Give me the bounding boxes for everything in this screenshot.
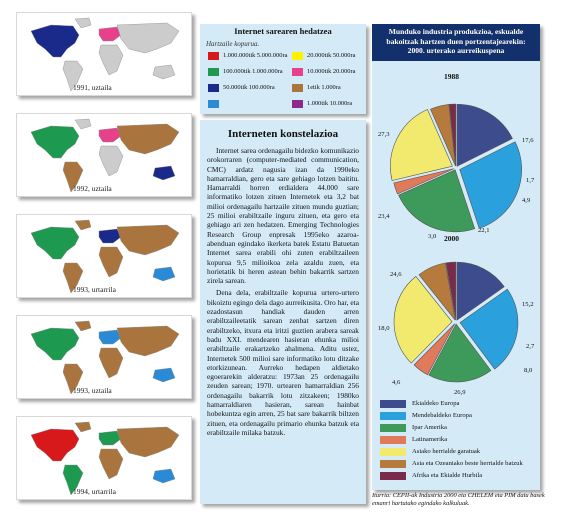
pie-chart-1988 bbox=[372, 82, 540, 242]
title-line: bakoitzak hartzen duen portzentajearekin: bbox=[386, 36, 526, 46]
pie-legend-swatch bbox=[380, 412, 406, 420]
pie-value-label: 18,0 bbox=[378, 325, 390, 332]
pie-legend-swatch bbox=[380, 400, 406, 408]
pie-value-label: 3,0 bbox=[428, 233, 437, 240]
pie-legend-label: Asiako herrialde garatuak bbox=[412, 447, 481, 455]
continent-shape bbox=[99, 431, 121, 445]
pie-value-label: 17,6 bbox=[522, 137, 534, 144]
continent-shape bbox=[99, 128, 121, 142]
pie-value-label: 26,9 bbox=[454, 389, 466, 396]
source-note: Iturria: CEPII-ak Industria 2000 eta CHELEM eta PIM datu basek emanri hartutako egindako kalkuluak. bbox=[372, 492, 545, 507]
legend-swatch bbox=[292, 100, 303, 108]
pie-legend-label: Ipar Amerika bbox=[412, 423, 447, 431]
continent-shape bbox=[75, 18, 91, 28]
continent-shape bbox=[99, 330, 121, 344]
pie-legend-swatch bbox=[380, 460, 406, 468]
map-caption: 1991, uztaila bbox=[73, 83, 112, 92]
legend-swatch bbox=[208, 100, 219, 108]
world-map bbox=[16, 214, 192, 298]
article-paragraph: Internet sarea ordenagailu bidezko komunikazio orokorraren (computer-mediated communication, CMC) ardatz nagusia izan da 1990eko hamarraldian, gero eta sare gehiago lotzen baititu. Hamarraldi horren erdialdera 44.000 sare informatiko lotzen zituen Internetek eta 3,2 bat milioi ordenagailu hartzaile zituen mundu guztian; 25 milioi erabiltzaile inguru zituen, eta gero eta gehiago ari zen hedatzen. Emerging Technologies Research Group enpresak 1995eko azaroa-abenduan egindako ikerketa batek Estatu Batuetan Internet sarea erabili ohi zuten erabiltzaileen kopurua 9,5 milioikoa zela azaldu zuen, eta horietatik bi heren astean behin bakarrik sartzen zirela sarean. bbox=[207, 146, 359, 286]
pie-value-label: 4,6 bbox=[392, 379, 401, 386]
continent-shape bbox=[99, 348, 123, 378]
legend-title: Internet sarearen hedatzea bbox=[234, 26, 332, 36]
continent-shape bbox=[153, 166, 175, 180]
pie-legend-label: Ekialdeko Europa bbox=[412, 399, 460, 407]
legend-label: 100.000tik 1.000.000ra bbox=[223, 67, 283, 75]
continent-shape bbox=[153, 65, 175, 79]
legend-panel bbox=[200, 24, 366, 114]
continent-shape bbox=[31, 227, 79, 259]
pie-legend-label: Afrika eta Ekialde Hurbila bbox=[412, 471, 483, 479]
pie-chart-2000 bbox=[372, 242, 540, 396]
pie-value-label: 8,0 bbox=[524, 367, 533, 374]
pie-title-1988: 1988 bbox=[444, 72, 459, 81]
continent-shape bbox=[31, 429, 79, 461]
continent-shape bbox=[153, 469, 175, 483]
legend-label: 10.000tik 20.000ra bbox=[307, 67, 356, 75]
continent-shape bbox=[31, 126, 79, 158]
world-map bbox=[16, 113, 192, 197]
legend-swatch bbox=[292, 84, 303, 92]
legend-label: 1etik 1.000ra bbox=[307, 83, 341, 91]
continent-shape bbox=[99, 247, 123, 277]
article bbox=[200, 120, 366, 504]
continent-shape bbox=[117, 23, 179, 53]
pie-value-label: 24,6 bbox=[390, 271, 402, 278]
pie-legend-label: Asia eta Ozeaniako beste herrialde batzuk bbox=[412, 459, 523, 467]
continent-shape bbox=[117, 326, 179, 356]
legend-subtitle: Hartzaile kopurua. bbox=[206, 40, 260, 48]
world-map bbox=[16, 315, 192, 399]
pie-legend-label: Latinamerika bbox=[412, 435, 448, 443]
pie-value-label: 1,7 bbox=[526, 177, 535, 184]
pie-value-label: 22,1 bbox=[478, 227, 490, 234]
continent-shape bbox=[75, 422, 91, 432]
map-caption: 1994, urtarrila bbox=[73, 487, 116, 496]
legend-label: 20.000tik 50.000ra bbox=[307, 51, 356, 59]
map-caption: 1993, urtarrila bbox=[73, 285, 116, 294]
title-line: 2000. urterako aurreikuspena bbox=[407, 46, 505, 56]
continent-shape bbox=[153, 368, 175, 382]
continent-shape bbox=[99, 229, 121, 243]
pie-title-2000: 2000 bbox=[444, 234, 459, 243]
continent-shape bbox=[117, 124, 179, 154]
continent-shape bbox=[75, 321, 91, 331]
map-caption: 1993, uztaila bbox=[73, 386, 112, 395]
continent-shape bbox=[99, 45, 123, 75]
world-map bbox=[16, 12, 192, 96]
legend-label: 50.000tik 100.000ra bbox=[223, 83, 275, 91]
continent-shape bbox=[99, 146, 123, 176]
legend-swatch bbox=[292, 52, 303, 60]
continent-shape bbox=[99, 449, 123, 479]
pie-value-label: 23,4 bbox=[378, 213, 390, 220]
continent-shape bbox=[153, 267, 175, 281]
continent-shape bbox=[99, 27, 121, 41]
pie-legend-swatch bbox=[380, 436, 406, 444]
map-caption: 1992, uztaila bbox=[73, 184, 112, 193]
world-map bbox=[16, 416, 192, 500]
continent-shape bbox=[75, 220, 91, 230]
continent-shape bbox=[31, 328, 79, 360]
legend-swatch bbox=[208, 68, 219, 76]
pie-value-label: 2,7 bbox=[526, 343, 535, 350]
legend-swatch bbox=[292, 68, 303, 76]
pie-value-label: 15,2 bbox=[522, 301, 534, 308]
industry-panel bbox=[372, 24, 540, 490]
pie-value-label: 4,9 bbox=[522, 197, 531, 204]
legend-label: 1.000tik 10.000ra bbox=[307, 99, 353, 107]
continent-shape bbox=[117, 225, 179, 255]
pie-legend-swatch bbox=[380, 424, 406, 432]
legend-swatch bbox=[208, 84, 219, 92]
legend-label: 1.000.000tik 5.000.000ra bbox=[223, 51, 288, 59]
pie-legend-swatch bbox=[380, 448, 406, 456]
pie-legend-swatch bbox=[380, 472, 406, 480]
continent-shape bbox=[31, 25, 79, 57]
title-line: Munduko industria produkzioa, eskualde bbox=[388, 27, 524, 36]
industry-panel-title bbox=[372, 24, 540, 61]
pie-legend-label: Mendebaldeko Europa bbox=[412, 411, 472, 419]
article-title: Interneten konstelazioa bbox=[227, 128, 339, 140]
continent-shape bbox=[75, 119, 91, 129]
legend-swatch bbox=[208, 52, 219, 60]
article-paragraph: Dena dela, erabiltzaile kopurua urtero-urtero bikoiztu egingo dela dago aurreikusita. Oro har, eta ezadostasun handiak dauden arren erabiltzaileetatik sarean zenbat sartzen diren erabiltzeko, itxura eta iritzi guztien arabera sareak badu XXI. mendearen hasieran ehunka milioi erabiltzaile erakartzeko ahalmena. Aditu ustez, Internetek 500 milioi sare informatiko lotu ditzake etorkizunean. Aurreko hedapen aldietako egoerarekin alderatzu: 1973an 25 ordenagailu zeuden sarean; 1970. urtearen hamarraldian 256 ordenagailu bakarrik lotu zitzakeen; 1980ko hamarraldiaren hasieran, sarean hainbat hobekuntza egin arren, 25 bat sare bakarrik biltzen zituen, eta ordenagailu primario ehunka batzuk eta erabiltzaile milaka batzuk. bbox=[207, 288, 359, 437]
continent-shape bbox=[117, 427, 179, 457]
pie-value-label: 27,3 bbox=[378, 131, 390, 138]
